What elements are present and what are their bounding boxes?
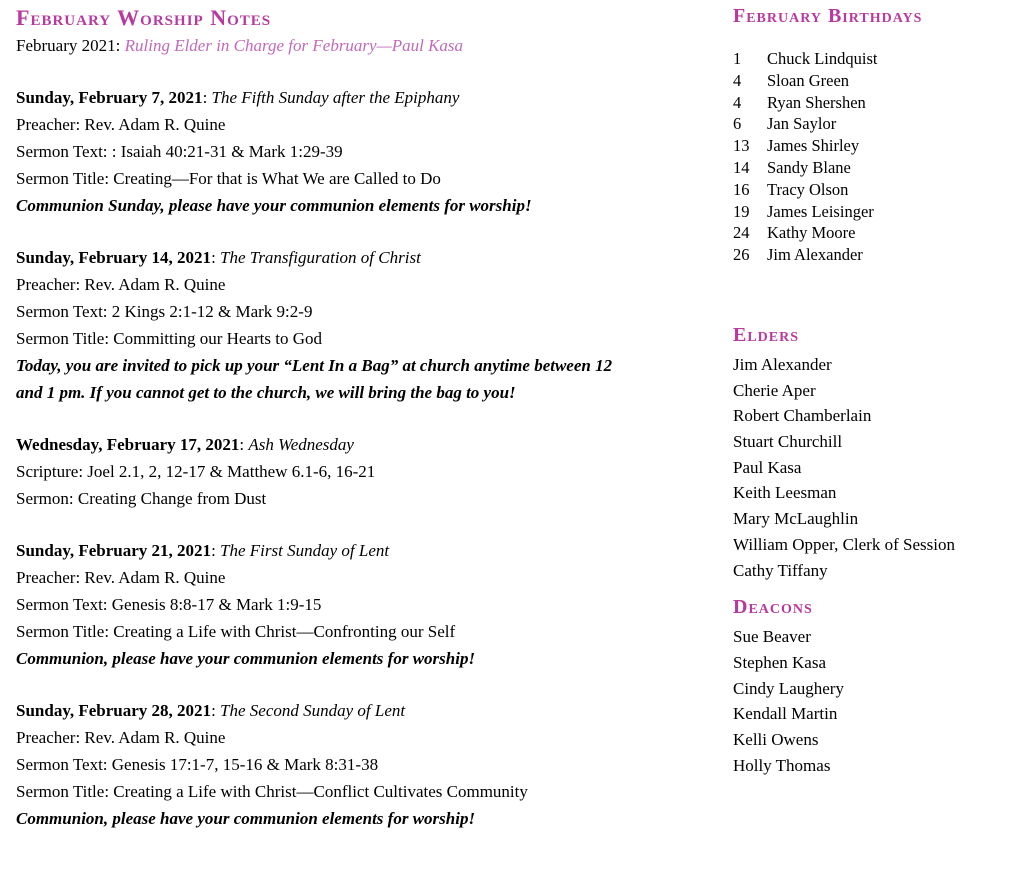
service-date: Sunday, February 7, 2021 [16, 88, 203, 108]
deacon-name: Stephen Kasa [733, 653, 827, 672]
birthday-item [733, 201, 1015, 223]
elder-name: Stuart Churchill [733, 432, 843, 452]
service-date: Sunday, February 14, 2021 [16, 248, 212, 268]
service-heading [16, 244, 624, 271]
birthday-name: Jim Alexander [767, 245, 863, 265]
separator: : [211, 541, 221, 561]
elder-name: Paul Kasa [733, 457, 802, 477]
service-note: Communion, please have your communion elements for worship! [16, 649, 476, 669]
deacon-name: Sue Beaver [733, 627, 811, 647]
service-detail: Sermon Text: Genesis 17:1-7, 15-16 & Mark 8:31-38 [16, 755, 379, 775]
service-date: Sunday, February 21, 2021 [16, 541, 212, 561]
service-detail: Sermon Title: Creating a Life with Christ—Conflict Cultivates Community [16, 782, 528, 802]
service-detail: Sermon Title: Committing our Hearts to God [16, 329, 323, 349]
service-heading [16, 537, 624, 564]
birthday-name: James Shirley [767, 136, 860, 156]
worship-intro [16, 33, 624, 59]
birthday-item [733, 135, 1015, 157]
service-detail: Scripture: Joel 2.1, 2, 12-17 & Matthew 6.1-6, 16-21 [16, 462, 376, 482]
separator: : [239, 435, 249, 455]
service-detail: Sermon Title: Creating a Life with Christ—Confronting our Self [16, 622, 456, 642]
elder-name: Keith Leesman [733, 483, 837, 503]
service-entry [16, 431, 624, 512]
elder-name: Cathy Tiffany [733, 560, 828, 580]
deacons-list [733, 624, 1015, 778]
deacon-name: Holly Thomas [733, 755, 831, 775]
birthday-day: 13 [733, 136, 750, 156]
worship-notes-section [16, 5, 624, 832]
intro-separator: : [115, 36, 125, 56]
deacon-name: Kendall Martin [733, 704, 838, 724]
service-detail: Preacher: Rev. Adam R. Quine [16, 115, 226, 135]
separator: : [202, 88, 212, 108]
birthday-day: 24 [733, 223, 750, 243]
service-entry [16, 244, 624, 406]
service-occasion: The Transfiguration of Christ [220, 248, 421, 268]
service-occasion: The Second Sunday of Lent [220, 701, 406, 721]
elders-list [733, 352, 1015, 583]
service-detail: Preacher: Rev. Adam R. Quine [16, 275, 226, 295]
birthday-item [733, 179, 1015, 201]
birthday-day: 4 [733, 70, 742, 90]
service-occasion: The First Sunday of Lent [220, 541, 390, 561]
service-occasion: The Fifth Sunday after the Epiphany [211, 88, 460, 108]
service-heading [16, 697, 624, 724]
birthday-item [733, 222, 1015, 244]
birthday-item [733, 70, 1015, 92]
separator: : [211, 248, 221, 268]
birthday-item [733, 92, 1015, 114]
service-date: Wednesday, February 17, 2021 [16, 435, 240, 455]
birthday-name: James Leisinger [767, 201, 874, 221]
birthday-name: Sloan Green [767, 70, 850, 90]
elder-name: Jim Alexander [733, 354, 832, 374]
elder-name: Robert Chamberlain [733, 406, 872, 426]
worship-notes-title: February Worship Notes [16, 5, 272, 30]
service-entry [16, 84, 624, 219]
service-occasion: Ash Wednesday [248, 435, 354, 455]
birthday-day: 16 [733, 179, 750, 199]
service-detail: Sermon Title: Creating—For that is What We are Called to Do [16, 169, 441, 189]
service-detail: Sermon: Creating Change from Dust [16, 489, 267, 509]
intro-prefix: February 2021 [16, 36, 116, 56]
service-detail: Sermon Text: 2 Kings 2:1-12 & Mark 9:2-9 [16, 302, 313, 322]
birthdays-title: February Birthdays [733, 5, 923, 27]
birthday-name: Chuck Lindquist [767, 49, 878, 68]
birthday-day: 14 [733, 157, 750, 177]
service-heading [16, 431, 624, 458]
elder-name: William Opper, Clerk of Session [733, 534, 955, 554]
birthday-item [733, 244, 1015, 266]
elder-name: Mary McLaughlin [733, 509, 859, 529]
service-note: Today, you are invited to pick up your “Lent In a Bag” at church anytime between 12 and 1 pm. If you cannot get to the church, we will bring the bag to you! [16, 356, 613, 403]
service-date: Sunday, February 28, 2021 [16, 701, 212, 721]
service-detail: Preacher: Rev. Adam R. Quine [16, 568, 226, 588]
birthday-day: 4 [733, 92, 742, 112]
separator: : [211, 701, 221, 721]
birthday-day: 6 [733, 114, 742, 134]
intro-elder-note: Ruling Elder in Charge for February—Paul Kasa [124, 36, 464, 56]
birthdays-list [733, 48, 1015, 266]
birthday-day: 19 [733, 201, 750, 221]
service-entry [16, 697, 624, 832]
birthday-item [733, 157, 1015, 179]
deacon-name: Kelli Owens [733, 730, 819, 750]
service-detail: Sermon Text: Genesis 8:8-17 & Mark 1:9-15 [16, 595, 322, 615]
birthday-item [733, 113, 1015, 135]
birthday-name: Tracy Olson [767, 179, 849, 199]
birthday-name: Jan Saylor [767, 114, 837, 134]
sidebar-section [733, 5, 1015, 779]
elder-name: Cherie Aper [733, 380, 816, 400]
birthday-name: Kathy Moore [767, 223, 856, 243]
service-note: Communion, please have your communion elements for worship! [16, 809, 476, 829]
birthday-name: Ryan Shershen [767, 92, 866, 112]
service-detail: Sermon Text: : Isaiah 40:21-31 & Mark 1:29-39 [16, 142, 343, 162]
deacon-name: Cindy Laughery [733, 678, 844, 698]
birthday-day: 1 [733, 49, 742, 68]
service-entry [16, 537, 624, 672]
elders-title: Elders [733, 323, 800, 346]
service-detail: Preacher: Rev. Adam R. Quine [16, 728, 226, 748]
birthday-day: 26 [733, 245, 750, 265]
service-note: Communion Sunday, please have your communion elements for worship! [16, 196, 532, 216]
deacons-title: Deacons [733, 596, 813, 619]
service-heading [16, 84, 624, 111]
birthday-item [733, 48, 1015, 70]
birthday-name: Sandy Blane [767, 157, 851, 177]
